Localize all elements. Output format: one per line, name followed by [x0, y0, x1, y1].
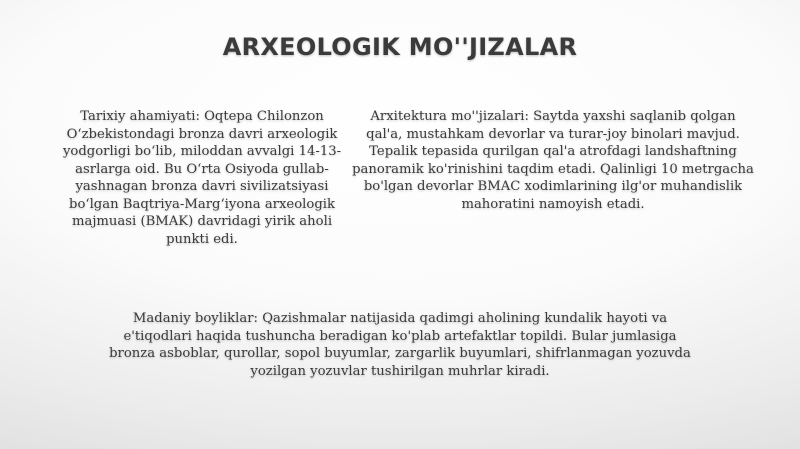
slide-title: ARXEOLOGIK MO''JIZALAR [222, 33, 578, 61]
historical-significance-text: Tarixiy ahamiyati: Oqtepa Chilonzon O‘zbekistondagi bronza davri arxeologik yodgorligi bo‘lib, miloddan avvalgi 14-13-asrlarga oid. Bu O‘rta Osiyoda gullab-yashnagan bronza davri sivilizatsiyasi bo‘lgan Baqtriya-Marg‘iyona arxeologik majmuasi (BMAK) davridagi yirik aholi punkti edi. [62, 109, 342, 247]
architectural-wonders-text: Arxitektura mo''jizalari: Saytda yaxshi saqlanib qolgan qal'a, mustahkam devorlar va turar-joy binolari mavjud. Tepalik tepasida qurilgan qal'a atrofdagi landshaftning panoramik ko'rinishini taqdim etadi. Qalinligi 10 metrgacha bo'lgan devorlar BMAC xodimlarining ilg'or muhandislik mahoratini namoyish etadi. [352, 109, 754, 212]
cultural-treasures-text: Madaniy boyliklar: Qazishmalar natijasida qadimgi aholining kundalik hayoti va e'tiqodlari haqida tushuncha beradigan ko'plab artefaktlar topildi. Bular jumlasiga bronza asboblar, qurollar, sopol buyumlar, zargarlik buyumlari, shifrlanmagan yozuvda yozilgan yozuvlar tushirilgan muhrlar kiradi. [109, 311, 691, 379]
